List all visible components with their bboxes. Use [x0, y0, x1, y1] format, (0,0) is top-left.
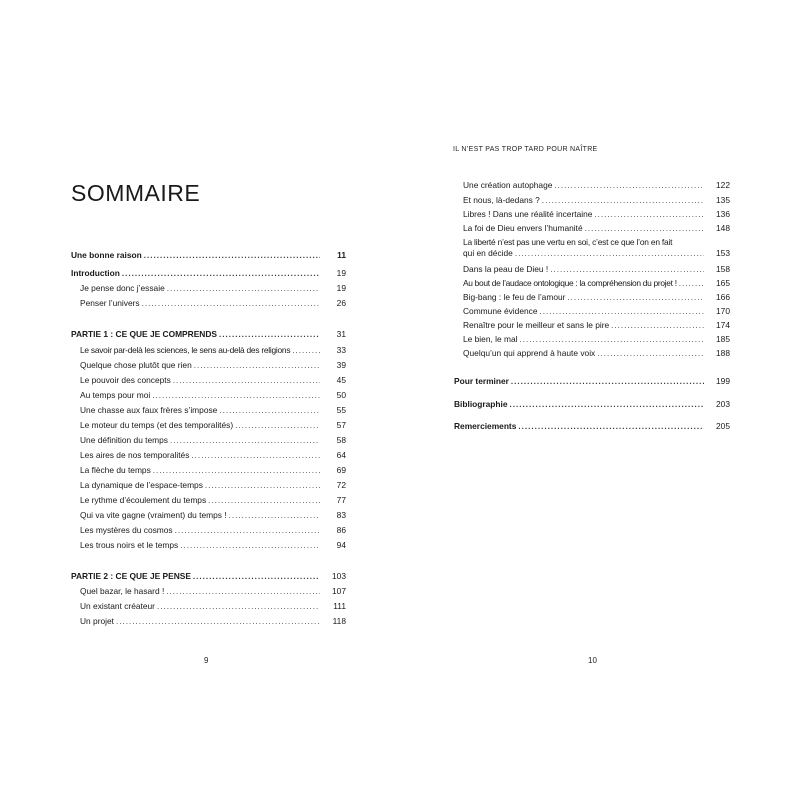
toc-entry: Le rythme d’écoulement du temps . . . 77 [80, 495, 346, 506]
toc-entry: Une chasse aux faux frères s’impose . . . 55 [80, 405, 346, 416]
toc-entry: Big-bang : le feu de l’amour . . . 166 [463, 292, 730, 303]
right-page [400, 0, 800, 800]
page-number: 9 [204, 656, 209, 665]
toc-entry: Penser l’univers . . . 26 [80, 298, 346, 309]
toc-entry: Bibliographie . . . 203 [454, 399, 730, 410]
page-number: 10 [588, 656, 597, 665]
toc-entry: La flèche du temps . . . 69 [80, 465, 346, 476]
toc-entry: Au temps pour moi . . . 50 [80, 390, 346, 401]
page-title: SOMMAIRE [71, 180, 201, 206]
toc-entry: Quelqu’un qui apprend à haute voix . . . 188 [463, 348, 730, 359]
toc-entry: PARTIE 2 : CE QUE JE PENSE . . . 103 [71, 571, 346, 582]
toc-entry: Remerciements . . . 205 [454, 421, 730, 432]
toc-entry: PARTIE 1 : CE QUE JE COMPRENDS . . . 31 [71, 329, 346, 340]
toc-entry: Le bien, le mal . . . 185 [463, 334, 730, 345]
toc-entry: Les trous noirs et le temps . . . 94 [80, 540, 346, 551]
toc-entry: Introduction . . . 19 [71, 268, 346, 279]
toc-entry: Et nous, là-dedans ? . . . 135 [463, 195, 730, 206]
toc-entry: Le pouvoir des concepts . . . 45 [80, 375, 346, 386]
toc-entry: Dans la peau de Dieu ! . . . 158 [463, 264, 730, 275]
toc-entry: Un existant créateur . . . 111 [80, 601, 346, 612]
toc-entry: Les aires de nos temporalités . . . 64 [80, 450, 346, 461]
toc-entry: Qui va vite gagne (vraiment) du temps ! . . . 83 [80, 510, 346, 521]
toc-entry: Quelque chose plutôt que rien . . . 39 [80, 360, 346, 371]
toc-entry: Le savoir par-delà les sciences, le sens au-delà des religions . . . 33 [80, 345, 346, 356]
toc-entry: Le moteur du temps (et des temporalités) . . . 57 [80, 420, 346, 431]
toc-entry: Pour terminer . . . 199 [454, 376, 730, 387]
toc-entry: Quel bazar, le hasard ! . . . 107 [80, 586, 346, 597]
toc-entry: Une bonne raison . . . 11 [71, 250, 346, 261]
toc-entry: La dynamique de l’espace-temps . . . 72 [80, 480, 346, 491]
toc-entry: La liberté n’est pas une vertu en soi, c’est ce que l’on en fait qui en décide . . . 153 [463, 237, 730, 259]
toc-entry: Une définition du temps . . . 58 [80, 435, 346, 446]
toc-entry: Renaître pour le meilleur et sans le pire . . . 174 [463, 320, 730, 331]
toc-entry: Les mystères du cosmos . . . 86 [80, 525, 346, 536]
toc-entry: La foi de Dieu envers l’humanité . . . 148 [463, 223, 730, 234]
toc-entry: Je pense donc j’essaie . . . 19 [80, 283, 346, 294]
running-head: IL N’EST PAS TROP TARD POUR NAÎTRE [453, 146, 598, 153]
toc-entry: Commune évidence . . . 170 [463, 306, 730, 317]
toc-entry: Une création autophage . . . 122 [463, 180, 730, 191]
toc-entry: Un projet . . . 118 [80, 616, 346, 627]
toc-entry: Libres ! Dans une réalité incertaine . . . 136 [463, 209, 730, 220]
toc-entry: Au bout de l’audace ontologique : la compréhension du projet ! . . . 165 [463, 278, 730, 289]
